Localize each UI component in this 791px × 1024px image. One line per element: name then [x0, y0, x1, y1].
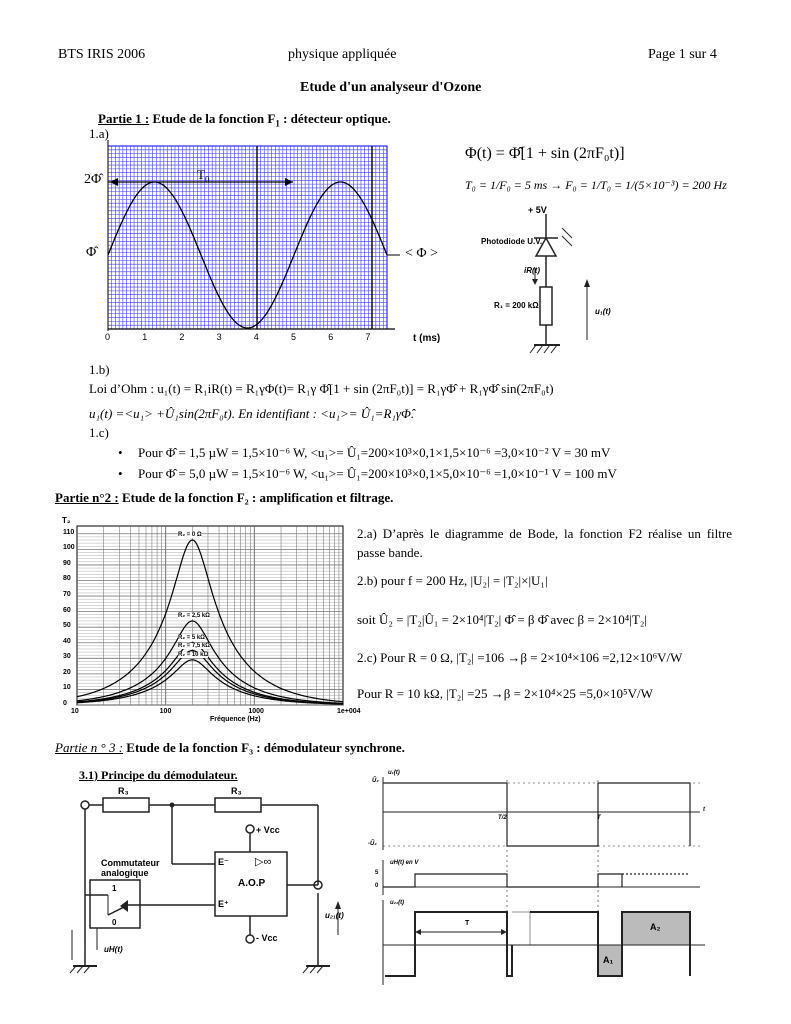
partie1-title-sub: 1 [275, 118, 280, 129]
x-tick-label: 0 [105, 332, 111, 342]
circuit-current: iR(t) [524, 266, 540, 275]
x-tick-label: 3 [216, 332, 222, 342]
switch-pos1: 1 [112, 884, 117, 893]
bode-y-label: T₂ [62, 516, 71, 525]
period-T: T [197, 167, 205, 182]
x-tick-label: 5 [291, 332, 297, 342]
formula-phi: Φ(t) = Φ̂[1 + sin (2πF₀t)] [465, 145, 625, 162]
area-A2: A₂ [650, 922, 661, 932]
vcc-pos: + Vcc [256, 825, 280, 835]
x-tick-label: 6 [328, 332, 334, 342]
bullet1: Pour Φ̂ = 1,5 µW = 1,5×10⁻⁶ W, <u₁>= Û₁=200×10³×0,1×1,5×10⁻⁶ =3,0×10⁻² V = 30 mV [138, 445, 611, 460]
q2d-text: Pour R = 10 kΩ, |T₂| =25 →β = 2×10⁴×25 =5,0×10⁵V/W [357, 686, 653, 701]
x-tick-label: 1 [142, 332, 148, 342]
output-label: u₂₁(t) [325, 911, 344, 920]
vcc-neg: - Vcc [256, 933, 278, 943]
bode-y-tick: 90 [63, 559, 71, 567]
chrono-zero: 0 [375, 883, 379, 889]
page-title: Etude d'un analyseur d'Ozone [300, 80, 482, 95]
bode-x-tick: 1000 [248, 708, 264, 715]
aop-symbol: ▷∞ [255, 856, 272, 868]
bode-y-tick: 60 [63, 606, 71, 614]
r3-right: R₃ [231, 786, 242, 796]
circuit-voltage: u₁(t) [595, 307, 611, 316]
bode-curve-label: R₂ = 10 kΩ [178, 651, 209, 658]
x-tick-label: 7 [365, 332, 371, 342]
bode-y-tick: 100 [63, 544, 75, 552]
partie1-title: Etude de la fonction F [152, 111, 276, 126]
bode-y-tick: 20 [63, 668, 71, 676]
switch-pos0: 0 [112, 918, 117, 927]
partie3-subheading: 3.1) Principe du démodulateur. [79, 768, 238, 782]
bullet2: Pour Φ̂ = 5,0 µW = 1,5×10⁻⁶ W, <u₁>= Û₁=200×10³×0,1×5,0×10⁻⁶ =1,0×10⁻¹ V = 100 mV [138, 466, 617, 481]
x-tick-label: 4 [253, 332, 259, 342]
q1a-label: 1.a) [89, 126, 109, 141]
ohm-line: Loi d’Ohm : u₁(t) = R₁iR(t) = R₁γΦ(t)= R₁γ Φ̂[1 + sin (2πF₀t)] = R₁γΦ̂ + R₁γΦ̂ sin(2πF₀t) [89, 381, 554, 396]
bode-y-tick: 80 [63, 575, 71, 583]
partie1-title-rest: : détecteur optique. [279, 111, 391, 126]
partie1-label: Partie 1 : [98, 111, 150, 126]
switch-title2: analogique [101, 868, 149, 878]
q1c-label: 1.c) [89, 425, 109, 440]
bode-y-tick: 0 [63, 700, 67, 707]
bode-curve-label: R₂ = 0 Ω [178, 532, 202, 538]
chrono-T2: T/2 [498, 815, 507, 821]
x-axis-label: t (ms) [413, 333, 441, 344]
partie2-label: Partie n°2 : [55, 490, 119, 505]
q2b2-text: soit Û₂ = |T₂|Û₁ = 2×10⁴|T₂| Φ̂ = β Φ̂ avec β = 2×10⁴|T₂| [357, 612, 648, 627]
partie2-title: Etude de la fonction F₂ : amplification et filtrage. [118, 490, 394, 505]
bode-x-tick: 100 [159, 708, 172, 715]
period-sub: 0 [204, 174, 210, 185]
chrono-T: T [597, 815, 601, 821]
bode-x-label: Fréquence (Hz) [210, 716, 261, 723]
q1b-label: 1.b) [89, 362, 110, 377]
bode-curve-label: R₂ = 7,5 kΩ [178, 642, 210, 649]
q2c-text: 2.c) Pour R = 0 Ω, |T₂| =106 →β = 2×10⁴×106 =2,12×10⁶V/W [357, 650, 683, 665]
area-A1: A₁ [603, 955, 614, 965]
y-label-2phi: 2Φ̂ [84, 172, 102, 187]
chrono-U2: Û₂ [372, 778, 379, 784]
partie3-label: Partie n ° 3 : [55, 740, 124, 755]
circuit-vcc: + 5V [528, 205, 547, 215]
y-label-phi: Φ̂ [86, 245, 97, 260]
header-center: physique appliquée [288, 47, 397, 62]
ident-line: u₁(t) =<u₁> +Û₁sin(2πF₀t). En identifiant : <u₁>= Û₁=R₁γΦ̂. [89, 406, 415, 421]
header-right: Page 1 sur 4 [648, 47, 717, 62]
header-left: BTS IRIS 2006 [58, 47, 146, 62]
chrono-five: 5 [375, 870, 379, 876]
chrono-period: T [465, 920, 470, 927]
formula-T0: T₀ = 1/F₀ = 5 ms → F₀ = 1/T₀ = 1/(5×10⁻³) = 200 Hz [465, 178, 727, 192]
r3-left: R₃ [118, 786, 129, 796]
bode-x-tick: 1e+004 [337, 708, 361, 715]
circuit-resistor: R₁ = 200 kΩ [494, 301, 539, 310]
bode-y-tick: 110 [63, 528, 75, 536]
bode-y-tick: 10 [63, 684, 71, 692]
q2b-text: 2.b) pour f = 200 Hz, |U₂| = |T₂|×|U₁| [357, 573, 548, 588]
aop-label: A.O.P [238, 878, 266, 889]
input-label: uH(t) [104, 945, 123, 954]
chrono-t: t [703, 807, 705, 813]
bullet-dot: • [118, 445, 123, 460]
bullet-dot: • [118, 466, 123, 481]
bode-x-tick: 10 [71, 708, 79, 715]
bode-y-tick: 40 [63, 637, 71, 645]
q2a-text: 2.a) D’après le diagramme de Bode, la fonction F2 réalise un filtre passe bande. [357, 526, 732, 560]
bode-y-tick: 30 [63, 653, 71, 661]
mean-label: < Φ > [405, 246, 439, 261]
circuit-photodiode: Photodiode U.V. [481, 237, 543, 246]
partie3-title: Etude de la fonction F₃ : démodulateur synchrone. [123, 740, 405, 755]
bode-curve-label: R₂ = 5 kΩ [178, 634, 205, 641]
chrono-negU2: -Û₂ [368, 841, 377, 847]
bode-y-tick: 50 [63, 622, 71, 630]
chrono-uH-label: uH(t) en V [390, 860, 419, 866]
bode-y-tick: 70 [63, 591, 71, 599]
bode-curve-label: R₂ = 2,5 kΩ [178, 612, 210, 619]
switch-title1: Commutateur [101, 858, 160, 868]
chrono-u21-label: u₂₁(t) [390, 900, 405, 906]
e-minus: E⁻ [218, 857, 229, 867]
chrono-u1-label: u₁(t) [388, 770, 400, 776]
e-plus: E⁺ [218, 899, 229, 909]
x-tick-label: 2 [179, 332, 185, 342]
